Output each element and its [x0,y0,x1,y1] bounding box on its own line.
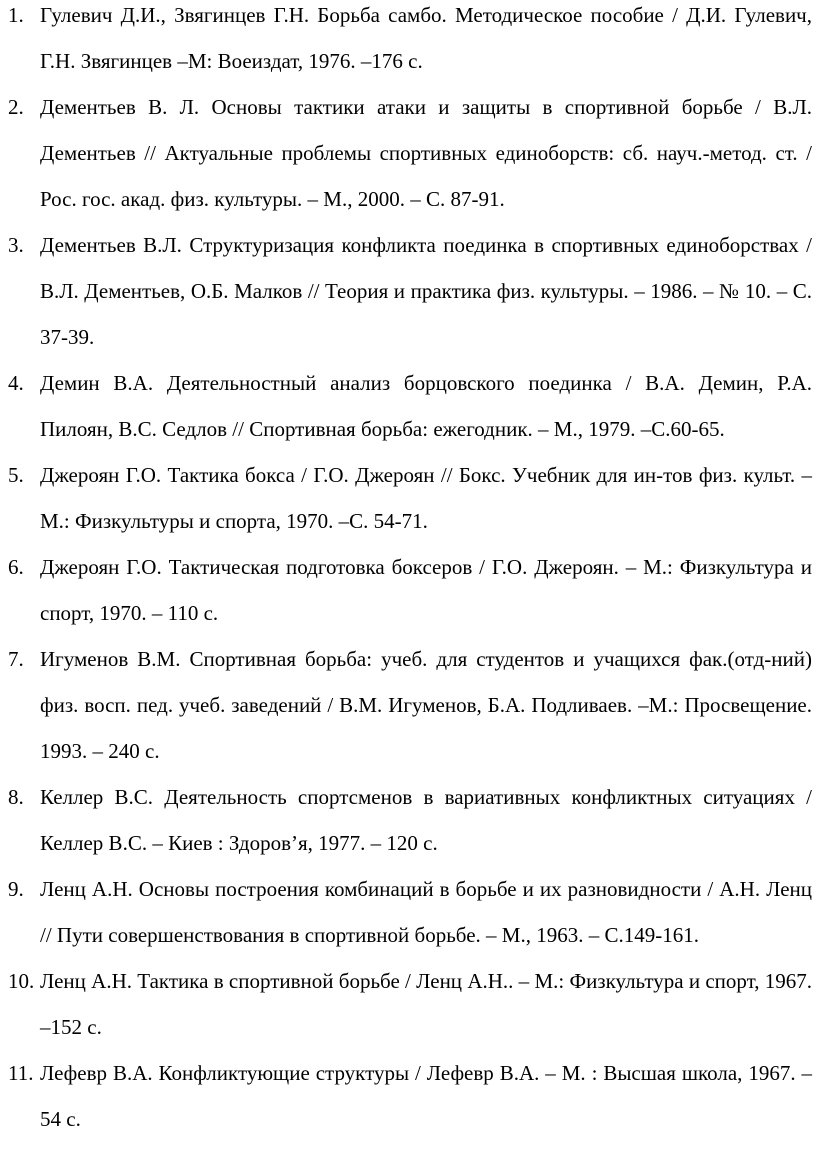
reference-text: Келлер В.С. Деятельность спортсменов в вариативных конфликтных ситуациях / Келлер В.С. – Киев : Здоров’я, 1977. – 120 с. [40,785,812,855]
reference-item-11 [8,1050,812,1142]
reference-number: 11. [8,1061,34,1085]
reference-number: 4. [8,371,24,395]
reference-item-7 [8,636,812,774]
reference-item-6 [8,544,812,636]
reference-text: Гулевич Д.И., Звягинцев Г.Н. Борьба самбо. Методическое пособие / Д.И. Гулевич, Г.Н. Звягинцев –М: Воеиздат, 1976. –176 с. [40,3,812,73]
reference-number: 5. [8,463,24,487]
reference-item-1 [8,0,812,84]
reference-number: 8. [8,785,24,809]
reference-text: Игуменов В.М. Спортивная борьба: учеб. для студентов и учащихся фак.(отд-ний) физ. восп. пед. учеб. заведений / В.М. Игуменов, Б.А. Подливаев. –М.: Просвещение. 1993. – 240 с. [40,647,812,763]
reference-number: 2. [8,95,24,119]
reference-item-9 [8,866,812,958]
reference-text: Демин В.А. Деятельностный анализ борцовского поединка / В.А. Демин, Р.А. Пилоян, В.С. Седлов // Спортивная борьба: ежегодник. – М., 1979. –С.60-65. [40,371,812,441]
reference-item-2 [8,84,812,222]
reference-number: 6. [8,555,24,579]
reference-item-5 [8,452,812,544]
reference-list [8,0,812,1142]
reference-text: Лефевр В.А. Конфликтующие структуры / Лефевр В.А. – М. : Высшая школа, 1967. – 54 с. [40,1061,812,1131]
reference-number: 10. [8,969,35,993]
reference-item-3 [8,222,812,360]
reference-text: Джероян Г.О. Тактика бокса / Г.О. Джероян // Бокс. Учебник для ин-тов физ. культ. –М.: Физкультуры и спорта, 1970. –С. 54-71. [40,463,812,533]
reference-text: Дементьев В. Л. Основы тактики атаки и защиты в спортивной борьбе / В.Л. Дементьев // Актуальные проблемы спортивных единоборств: сб. науч.-метод. ст. / Рос. гос. акад. физ. культуры. – М., 2000. – С. 87-91. [40,95,812,211]
reference-number: 9. [8,877,24,901]
reference-number: 1. [8,3,24,27]
reference-number: 3. [8,233,24,257]
reference-number: 7. [8,647,24,671]
reference-item-8 [8,774,812,866]
reference-text: Ленц А.Н. Основы построения комбинаций в борьбе и их разновидности / А.Н. Ленц // Пути совершенствования в спортивной борьбе. – М., 1963. – С.149-161. [40,877,812,947]
reference-text: Джероян Г.О. Тактическая подготовка боксеров / Г.О. Джероян. – М.: Физкультура и спорт, 1970. – 110 с. [40,555,812,625]
reference-text: Дементьев В.Л. Структуризация конфликта поединка в спортивных единоборствах / В.Л. Дементьев, О.Б. Малков // Теория и практика физ. культуры. – 1986. – № 10. – С. 37-39. [40,233,812,349]
reference-text: Ленц А.Н. Тактика в спортивной борьбе / Ленц А.Н.. – М.: Физкультура и спорт, 1967. –152 с. [40,969,812,1039]
reference-item-10 [8,958,812,1050]
reference-item-4 [8,360,812,452]
